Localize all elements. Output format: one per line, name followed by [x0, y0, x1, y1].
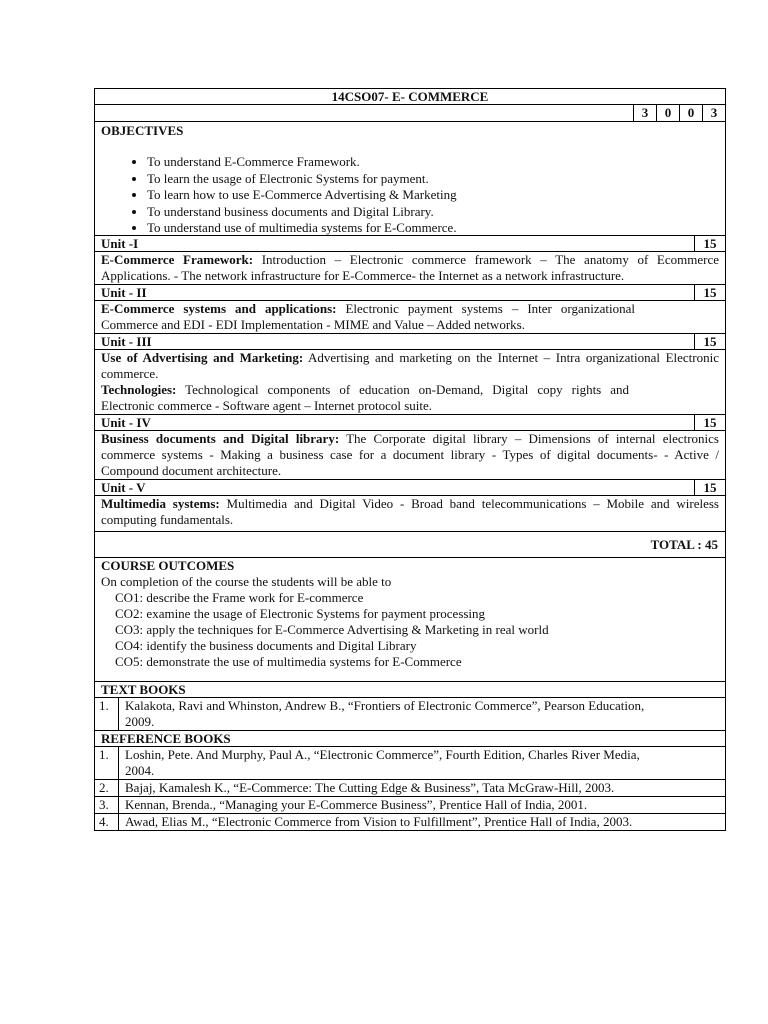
book-number: 1. — [95, 698, 119, 730]
unit-3-header — [95, 334, 725, 350]
book-number: 2. — [95, 780, 119, 796]
book-citation: Kalakota, Ravi and Whinston, Andrew B., “Frontiers of Electronic Commerce”, Pearson Education, 2009. — [125, 698, 645, 729]
objectives-list — [101, 154, 719, 237]
book-citation: Loshin, Pete. And Murphy, Paul A., “Electronic Commerce”, Fourth Edition, Charles River Media, 2004. — [125, 747, 640, 778]
book-citation: Kennan, Brenda., “Managing your E-Commerce Business”, Prentice Hall of India, 2001. — [125, 797, 588, 812]
unit-text: Multimedia and Digital Video - Broad band telecommunications – Mobile and wireless computing fundamentals. — [101, 496, 719, 527]
unit-1-content — [95, 252, 725, 285]
text-book-row — [95, 698, 725, 731]
credits-row — [95, 105, 725, 122]
unit-topic: Technologies: — [101, 382, 177, 397]
unit-topic: Use of Advertising and Marketing: — [101, 350, 304, 365]
syllabus-document — [94, 88, 726, 831]
credit-practical: 0 — [679, 105, 702, 121]
outcomes-heading: COURSE OUTCOMES — [101, 558, 235, 573]
unit-hours: 15 — [694, 334, 725, 349]
course-outcomes-section — [95, 558, 725, 682]
unit-3-content — [95, 350, 725, 415]
total-hours: TOTAL : 45 — [95, 532, 725, 558]
unit-5-header — [95, 480, 725, 496]
unit-hours: 15 — [694, 236, 725, 251]
reference-book-row — [95, 814, 725, 830]
unit-topic: E-Commerce systems and applications: — [101, 301, 337, 316]
unit-block — [101, 382, 719, 414]
unit-block — [101, 350, 719, 382]
unit-text: The Corporate digital library – Dimensions of internal electronics commerce systems - Making a business case for a document library - Types of digital documents- - Active / Compound document architecture. — [101, 431, 719, 478]
book-citation: Bajaj, Kamalesh K., “E-Commerce: The Cutting Edge & Business”, Tata McGraw-Hill, 2003. — [125, 780, 615, 795]
unit-4-content — [95, 431, 725, 480]
unit-text: Introduction – Electronic commerce framework – The anatomy of Ecommerce Applications. - The network infrastructure for E-Commerce- the Internet as a network infrastructure. — [101, 252, 720, 283]
unit-4-header — [95, 415, 725, 431]
reference-book-row — [95, 747, 725, 780]
book-number: 3. — [95, 797, 119, 813]
outcomes-intro: On completion of the course the students will be able to — [101, 574, 392, 589]
outcome-item: CO3: apply the techniques for E-Commerce Advertising & Marketing in real world — [115, 622, 549, 637]
unit-name: Unit - IV — [101, 415, 151, 430]
reference-book-row — [95, 797, 725, 814]
reference-book-row — [95, 780, 725, 797]
reference-books-heading: REFERENCE BOOKS — [95, 731, 725, 747]
objective-item: • To learn how to use E-Commerce Advertising & Marketing — [147, 187, 719, 204]
unit-topic: Multimedia systems: — [101, 496, 220, 511]
objectives-section — [95, 122, 725, 236]
outcome-item: CO5: demonstrate the use of multimedia systems for E-Commerce — [115, 654, 462, 669]
text-books-heading: TEXT BOOKS — [95, 682, 725, 698]
outcome-item: CO2: examine the usage of Electronic Systems for payment processing — [115, 606, 486, 621]
objectives-heading: OBJECTIVES — [101, 123, 184, 138]
unit-2-content — [95, 301, 725, 334]
unit-1-header — [95, 236, 725, 252]
unit-hours: 15 — [694, 480, 725, 495]
book-number: 4. — [95, 814, 119, 830]
unit-2-header — [95, 285, 725, 301]
unit-5-content — [95, 496, 725, 532]
unit-text: Electronic payment systems – Inter organizational Commerce and EDI - EDI Implementation - MIME and Value – Added networks. — [101, 301, 635, 332]
unit-hours: 15 — [694, 415, 725, 430]
unit-name: Unit - III — [101, 334, 152, 349]
unit-name: Unit - II — [101, 285, 147, 300]
book-number: 1. — [95, 747, 119, 779]
objective-item: • To understand E-Commerce Framework. — [147, 154, 719, 171]
unit-topic: Business documents and Digital library: — [101, 431, 340, 446]
credit-total: 3 — [702, 105, 725, 121]
objective-item: • To learn the usage of Electronic Systems for payment. — [147, 171, 719, 188]
unit-text: Advertising and marketing on the Internet – Intra organizational Electronic commerce. — [101, 350, 719, 381]
objective-item: • To understand business documents and Digital Library. — [147, 204, 719, 221]
objective-item: • To understand use of multimedia systems for E-Commerce. — [147, 220, 719, 237]
outcome-item: CO1: describe the Frame work for E-commerce — [115, 590, 364, 605]
credit-tutorial: 0 — [656, 105, 679, 121]
unit-text: Technological components of education on-Demand, Digital copy rights and Electronic commerce - Software agent – Internet protocol suite. — [101, 382, 629, 413]
unit-hours: 15 — [694, 285, 725, 300]
outcome-item: CO4: identify the business documents and Digital Library — [115, 638, 417, 653]
unit-name: Unit - V — [101, 480, 146, 495]
unit-name: Unit -I — [101, 236, 139, 251]
course-title: 14CSO07- E- COMMERCE — [95, 89, 725, 105]
credit-lecture: 3 — [633, 105, 656, 121]
book-citation: Awad, Elias M., “Electronic Commerce from Vision to Fulfillment”, Prentice Hall of India, 2003. — [125, 814, 633, 829]
unit-topic: E-Commerce Framework: — [101, 252, 254, 267]
